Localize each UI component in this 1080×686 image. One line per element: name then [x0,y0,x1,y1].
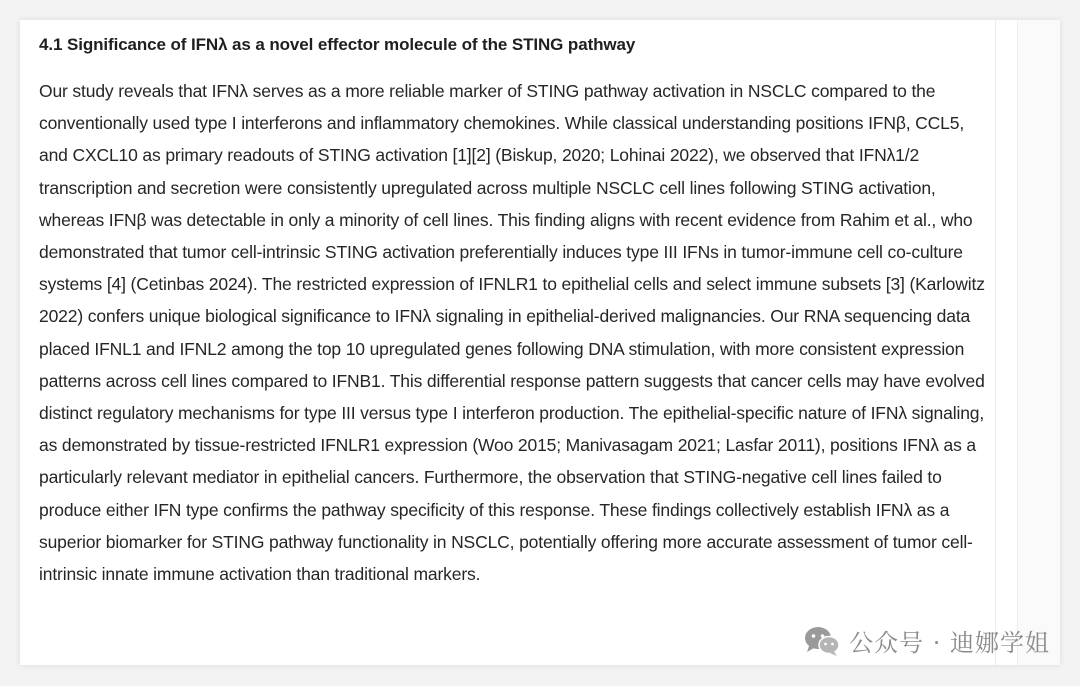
scroll-gutter [1017,20,1060,665]
watermark [803,623,1050,658]
section-heading: 4.1 Significance of IFNλ as a novel effector molecule of the STING pathway [39,35,636,54]
wechat-icon [803,625,841,657]
document-card [20,20,1060,665]
document-content [20,20,996,665]
section-paragraph: Our study reveals that IFNλ serves as a more reliable marker of STING pathway activation in NSCLC compared to the conventionally used type I interferons and inflammatory chemokines. While classical understanding positions IFNβ, CCL5, and CXCL10 as primary readouts of STING activation [1][2] (Biskup, 2020; Lohinai 2022), we observed that IFNλ1/2 transcription and secretion were consistently upregulated across multiple NSCLC cell lines following STING activation, whereas IFNβ was detectable in only a minority of cell lines. This finding aligns with recent evidence from Rahim et al., who demonstrated that tumor cell-intrinsic STING activation preferentially induces type III IFNs in tumor-immune cell co-culture systems [4] (Cetinbas 2024). The restricted expression of IFNLR1 to epithelial cells and select immune subsets [3] (Karlowitz 2022) confers unique biological significance to IFNλ signaling in epithelial-derived malignancies. Our RNA sequencing data placed IFNL1 and IFNL2 among the top 10 upregulated genes following DNA stimulation, with more consistent expression patterns across cell lines compared to IFNB1. This differential response pattern suggests that cancer cells may have evolved distinct regulatory mechanisms for type III versus type I interferon production. The epithelial-specific nature of IFNλ signaling, as demonstrated by tissue-restricted IFNLR1 expression (Woo 2015; Manivasagam 2021; Lasfar 2011), positions IFNλ as a particularly relevant mediator in epithelial cancers. Furthermore, the observation that STING-negative cell lines failed to produce either IFN type confirms the pathway specificity of this response. These findings collectively establish IFNλ as a superior biomarker for STING pathway functionality in NSCLC, potentially offering more accurate assessment of tumor cell-intrinsic innate immune activation than traditional markers. [39,81,985,585]
watermark-text: 公众号 · 迪娜学姐 [849,629,1050,657]
